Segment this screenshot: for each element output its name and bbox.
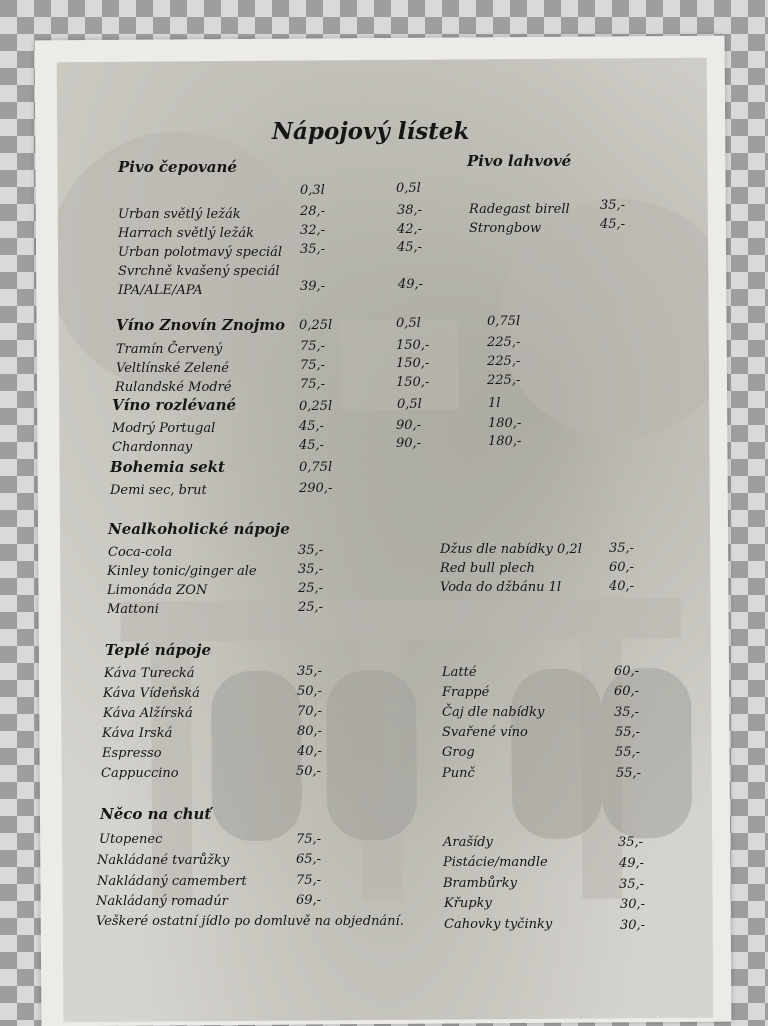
item-price: 32,- <box>300 223 326 238</box>
item-price: 35,- <box>298 543 324 558</box>
item-price: 50,- <box>297 684 323 699</box>
item-price: 28,- <box>300 204 326 219</box>
item-name: Harrach světlý ležák <box>118 226 254 241</box>
item-price: 55,- <box>615 725 641 740</box>
item-price: 35,- <box>297 664 323 679</box>
item-name: Latté <box>442 665 477 680</box>
item-price: 150,- <box>396 338 430 353</box>
item-name: Punč <box>442 766 475 781</box>
item-price: 45,- <box>397 240 423 255</box>
item-name: Pistácie/mandle <box>443 855 548 870</box>
section-heading: Něco na chuť <box>100 805 212 823</box>
item-price: 80,- <box>297 724 323 739</box>
item-price: 55,- <box>616 766 642 781</box>
item-price: 35,- <box>609 541 635 556</box>
column-header: 0,25l <box>299 399 333 414</box>
item-price: 180,- <box>488 416 522 431</box>
item-name: Modrý Portugal <box>112 421 216 436</box>
column-header: 0,25l <box>299 318 333 333</box>
item-name: Nakládaný romadúr <box>96 894 228 909</box>
item-price: 49,- <box>619 856 645 871</box>
item-name: Cahovky tyčinky <box>444 917 553 932</box>
column-header: 0,3l <box>300 183 325 198</box>
item-name: Demi sec, brut <box>110 483 207 498</box>
item-price: 60,- <box>609 560 635 575</box>
item-name: IPA/ALE/APA <box>118 283 203 298</box>
item-price: 65,- <box>296 852 322 867</box>
item-price: 40,- <box>609 579 635 594</box>
column-header: 0,5l <box>397 397 422 412</box>
item-price: 35,- <box>614 705 640 720</box>
item-name: Urban světlý ležák <box>118 207 241 222</box>
item-price: 35,- <box>619 877 645 892</box>
item-price: 55,- <box>615 745 641 760</box>
item-price: 70,- <box>297 704 323 719</box>
item-price: 75,- <box>296 832 322 847</box>
item-name: Limonáda ZON <box>107 583 208 598</box>
section-heading: Nealkoholické nápoje <box>108 520 290 538</box>
item-price: 30,- <box>620 918 646 933</box>
item-name: Mattoni <box>107 602 159 617</box>
item-price: 150,- <box>396 375 430 390</box>
item-price: 45,- <box>299 419 325 434</box>
item-name: Nakládaný camembert <box>97 874 247 889</box>
item-name: Arašídy <box>443 835 493 850</box>
item-price: 38,- <box>397 203 423 218</box>
item-price: 35,- <box>600 198 626 213</box>
item-name: Radegast birell <box>469 202 570 217</box>
item-price: 25,- <box>298 600 324 615</box>
item-name: Urban polotmavý speciál <box>118 245 283 260</box>
column-header: 0,5l <box>396 181 421 196</box>
section-heading: Bohemia sekt <box>110 458 225 476</box>
item-price: 25,- <box>298 581 324 596</box>
item-name: Utopenec <box>99 832 163 847</box>
item-price: 225,- <box>487 373 521 388</box>
item-name: Red bull plech <box>440 561 535 576</box>
item-name: Cappuccino <box>101 766 179 781</box>
item-price: 45,- <box>600 217 626 232</box>
item-price: 75,- <box>300 377 326 392</box>
item-price: 290,- <box>299 481 333 496</box>
item-price: 30,- <box>620 897 646 912</box>
item-name: Kinley tonic/ginger ale <box>107 564 257 579</box>
item-name: Strongbow <box>469 221 542 236</box>
item-price: 35,- <box>300 242 326 257</box>
item-name: Brambůrky <box>443 876 517 891</box>
item-name: Nakládané tvarůžky <box>97 853 230 868</box>
item-price: 90,- <box>396 418 422 433</box>
item-name: Čaj dle nabídky <box>442 705 545 720</box>
item-price: 69,- <box>296 893 322 908</box>
item-name: Káva Alžírská <box>103 706 193 721</box>
column-header: 0,75l <box>299 460 333 475</box>
item-name: Džus dle nabídky 0,2l <box>440 542 582 557</box>
section-heading: Teplé nápoje <box>105 641 212 659</box>
item-name: Rulandské Modré <box>115 380 232 395</box>
section-heading: Víno rozlévané <box>112 396 237 414</box>
item-price: 150,- <box>396 356 430 371</box>
item-price: 75,- <box>300 358 326 373</box>
item-price: 45,- <box>299 438 325 453</box>
item-price: 75,- <box>300 339 326 354</box>
item-price: 75,- <box>296 873 322 888</box>
item-price: 90,- <box>396 436 422 451</box>
item-name: Svařené víno <box>442 725 528 740</box>
column-header: 1l <box>488 396 501 411</box>
item-price: 225,- <box>487 335 521 350</box>
item-price: 60,- <box>614 684 640 699</box>
section-heading: Pivo čepované <box>118 158 237 176</box>
item-price: 225,- <box>487 354 521 369</box>
item-price: 49,- <box>398 277 424 292</box>
section-heading: Víno Znovín Znojmo <box>116 316 286 334</box>
item-price: 35,- <box>618 835 644 850</box>
column-header: 0,75l <box>487 314 521 329</box>
item-price: 40,- <box>297 744 323 759</box>
section-heading: Pivo lahvové <box>467 152 572 170</box>
item-name: Frappé <box>442 685 490 700</box>
item-name: Křupky <box>444 896 492 911</box>
item-name: Káva Turecká <box>104 666 195 681</box>
item-name: Voda do džbánu 1l <box>440 580 562 595</box>
footer-note: Veškeré ostatní jídlo po domluvě na objednání. <box>96 914 404 929</box>
item-price: 42,- <box>397 222 423 237</box>
item-price: 35,- <box>298 562 324 577</box>
item-name: Chardonnay <box>112 440 193 455</box>
item-name: Veltlínské Zelené <box>116 361 229 376</box>
item-name: Káva Vídeňská <box>103 686 200 701</box>
item-name: Tramín Červený <box>116 342 223 357</box>
item-price: 180,- <box>488 434 522 449</box>
item-price: 60,- <box>614 664 640 679</box>
item-name: Grog <box>442 745 475 760</box>
column-header: 0,5l <box>396 316 421 331</box>
menu-title: Nápojový lístek <box>272 118 470 145</box>
item-name: Espresso <box>102 746 162 761</box>
item-price: 50,- <box>296 764 322 779</box>
item-name: Káva Irská <box>102 726 173 741</box>
item-price: 39,- <box>300 279 326 294</box>
item-name: Svrchně kvašený speciál <box>118 264 280 279</box>
item-name: Coca-cola <box>108 545 173 560</box>
